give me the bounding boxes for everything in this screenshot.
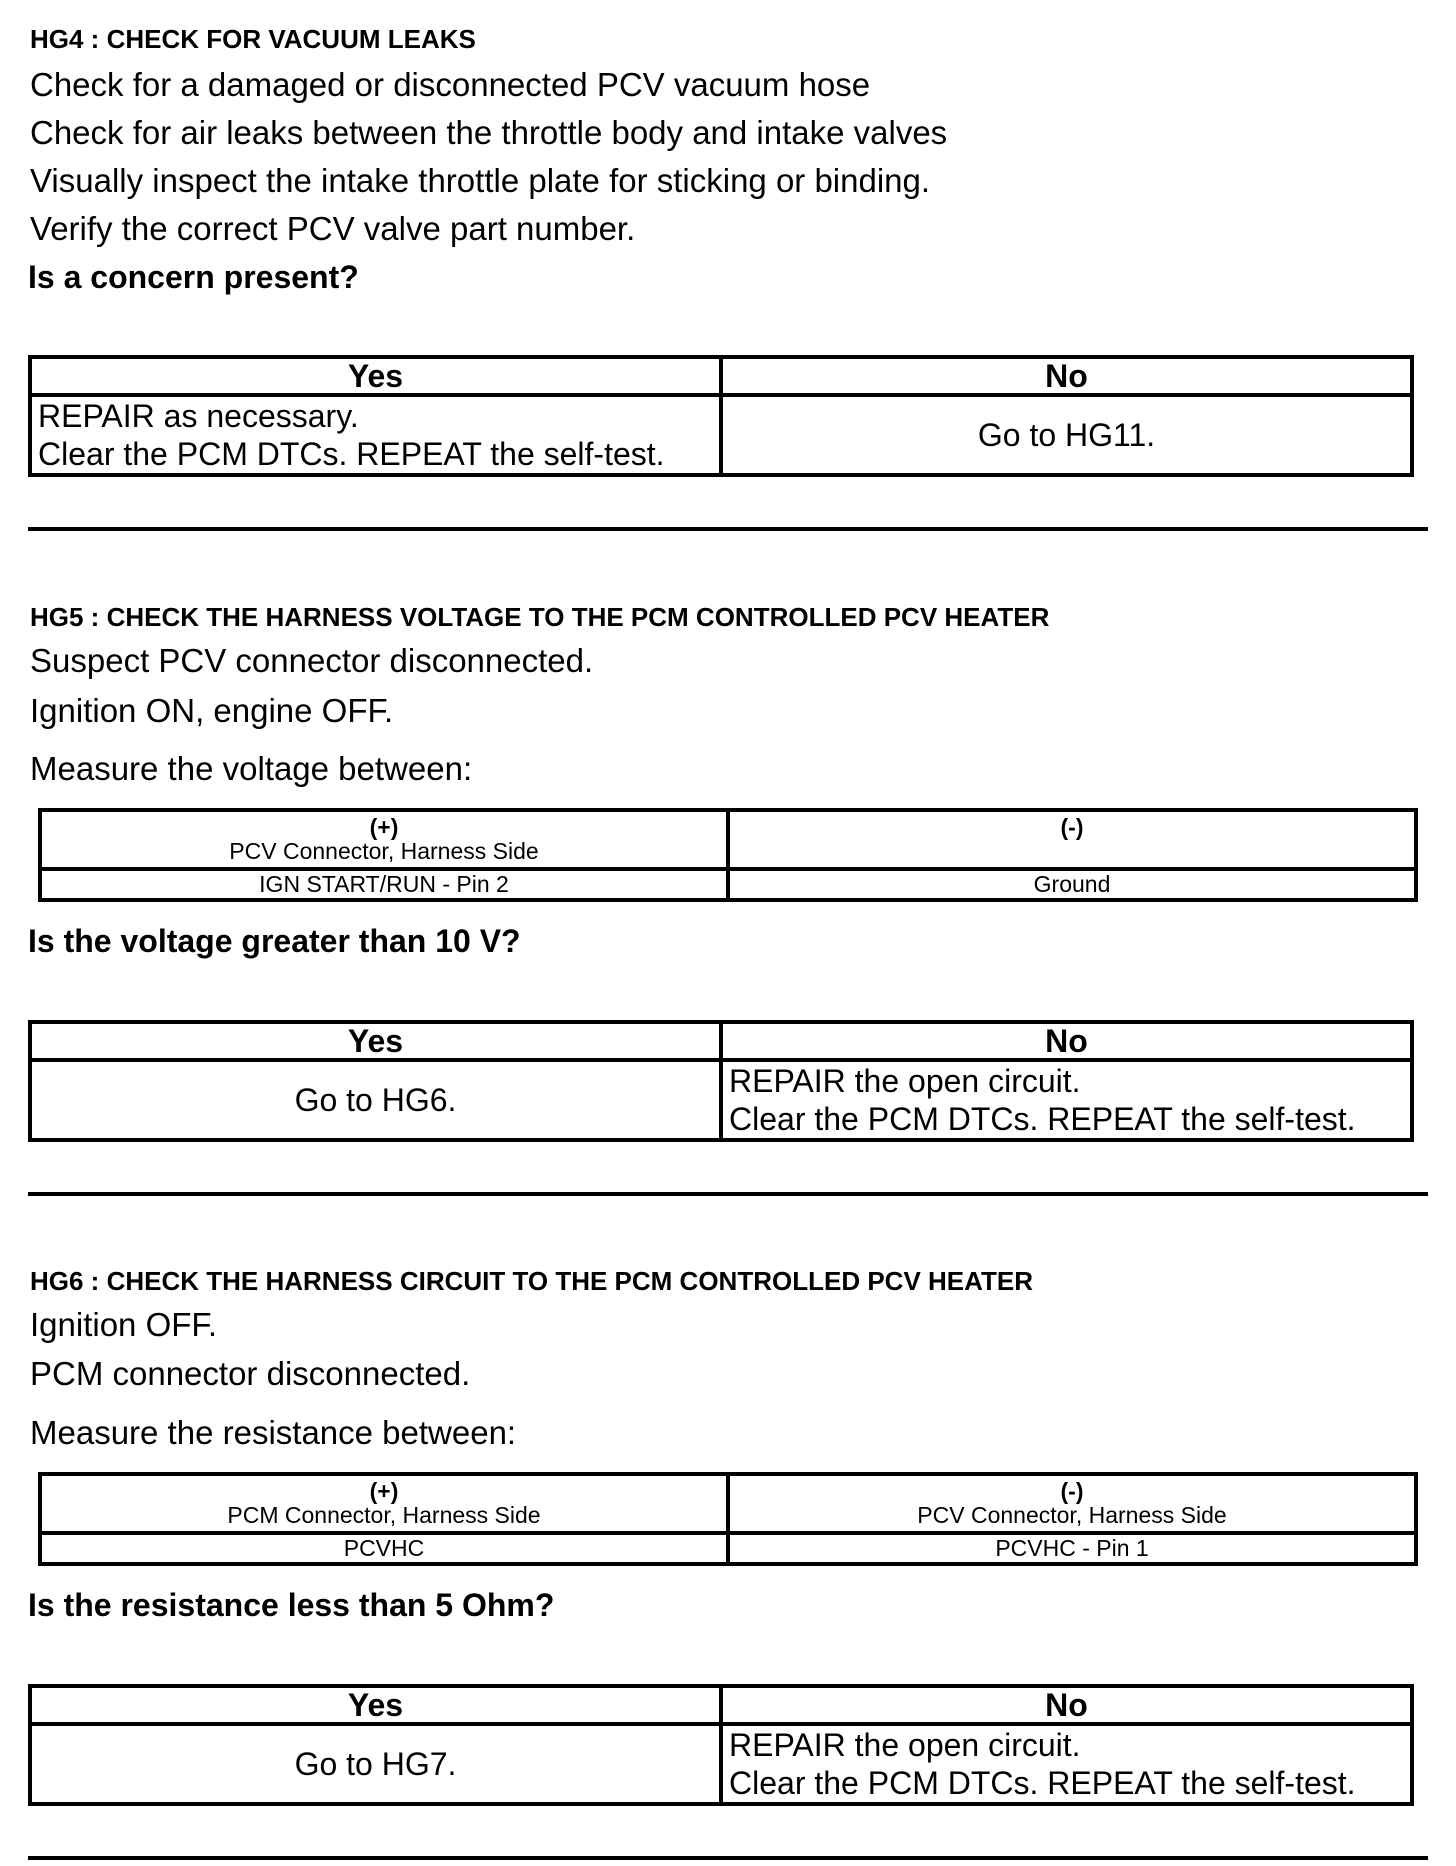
no-header: No bbox=[721, 1686, 1412, 1724]
negative-header bbox=[728, 810, 1416, 869]
hg6-step-2: PCM connector disconnected. bbox=[30, 1355, 471, 1392]
section-divider bbox=[28, 527, 1428, 531]
positive-header bbox=[40, 810, 728, 869]
no-line-2: Clear the PCM DTCs. REPEAT the self-test. bbox=[729, 1765, 1356, 1801]
no-line-1: REPAIR the open circuit. bbox=[729, 1063, 1081, 1099]
positive-label: PCV Connector, Harness Side bbox=[229, 838, 539, 864]
positive-header bbox=[40, 1474, 728, 1533]
positive-value: IGN START/RUN - Pin 2 bbox=[40, 869, 728, 900]
hg5-question: Is the voltage greater than 10 V? bbox=[28, 923, 521, 959]
positive-value: PCVHC bbox=[40, 1533, 728, 1564]
hg6-step-3: Measure the resistance between: bbox=[30, 1414, 517, 1451]
no-cell bbox=[721, 1060, 1412, 1140]
hg5-step-2: Ignition ON, engine OFF. bbox=[30, 692, 394, 729]
positive-label: PCM Connector, Harness Side bbox=[227, 1502, 541, 1528]
hg4-step-1: Check for a damaged or disconnected PCV vacuum hose bbox=[30, 66, 871, 103]
yes-cell: Go to HG7. bbox=[30, 1724, 721, 1804]
hg6-measure-table bbox=[38, 1472, 1418, 1566]
hg5-step-3: Measure the voltage between: bbox=[30, 750, 473, 787]
hg5-result-table bbox=[28, 1020, 1414, 1142]
negative-label: PCV Connector, Harness Side bbox=[917, 1502, 1227, 1528]
hg6-question: Is the resistance less than 5 Ohm? bbox=[28, 1587, 555, 1623]
hg4-question: Is a concern present? bbox=[28, 259, 359, 295]
yes-line-2: Clear the PCM DTCs. REPEAT the self-test. bbox=[38, 436, 665, 472]
hg6-step-1: Ignition OFF. bbox=[30, 1306, 218, 1343]
hg5-step-1: Suspect PCV connector disconnected. bbox=[30, 642, 594, 679]
hg4-step-3: Visually inspect the intake throttle plate for sticking or binding. bbox=[30, 162, 931, 199]
yes-cell bbox=[30, 395, 721, 475]
hg4-result-table bbox=[28, 355, 1414, 477]
no-line-2: Clear the PCM DTCs. REPEAT the self-test. bbox=[729, 1101, 1356, 1137]
negative-value: PCVHC - Pin 1 bbox=[728, 1533, 1416, 1564]
hg5-title: HG5 : CHECK THE HARNESS VOLTAGE TO THE PCM CONTROLLED PCV HEATER bbox=[30, 602, 1050, 632]
hg6-result-table bbox=[28, 1684, 1414, 1806]
section-divider bbox=[28, 1192, 1428, 1196]
no-header: No bbox=[721, 1022, 1412, 1060]
no-cell bbox=[721, 1724, 1412, 1804]
negative-symbol: (-) bbox=[1060, 1478, 1084, 1504]
section-divider bbox=[28, 1856, 1428, 1860]
no-header: No bbox=[721, 357, 1412, 395]
hg5-measure-table bbox=[38, 808, 1418, 902]
negative-header bbox=[728, 1474, 1416, 1533]
no-cell: Go to HG11. bbox=[721, 395, 1412, 475]
hg6-title: HG6 : CHECK THE HARNESS CIRCUIT TO THE PCM CONTROLLED PCV HEATER bbox=[30, 1266, 1033, 1296]
yes-header: Yes bbox=[30, 1022, 721, 1060]
positive-symbol: (+) bbox=[369, 1478, 399, 1504]
negative-symbol: (-) bbox=[1060, 814, 1084, 840]
yes-header: Yes bbox=[30, 1686, 721, 1724]
yes-cell: Go to HG6. bbox=[30, 1060, 721, 1140]
positive-symbol: (+) bbox=[369, 814, 399, 840]
hg4-step-4: Verify the correct PCV valve part number. bbox=[30, 210, 636, 247]
no-line-1: REPAIR the open circuit. bbox=[729, 1727, 1081, 1763]
yes-line-1: REPAIR as necessary. bbox=[38, 398, 359, 434]
yes-header: Yes bbox=[30, 357, 721, 395]
hg4-title: HG4 : CHECK FOR VACUUM LEAKS bbox=[30, 24, 476, 54]
negative-value: Ground bbox=[728, 869, 1416, 900]
hg4-step-2: Check for air leaks between the throttle body and intake valves bbox=[30, 114, 948, 151]
